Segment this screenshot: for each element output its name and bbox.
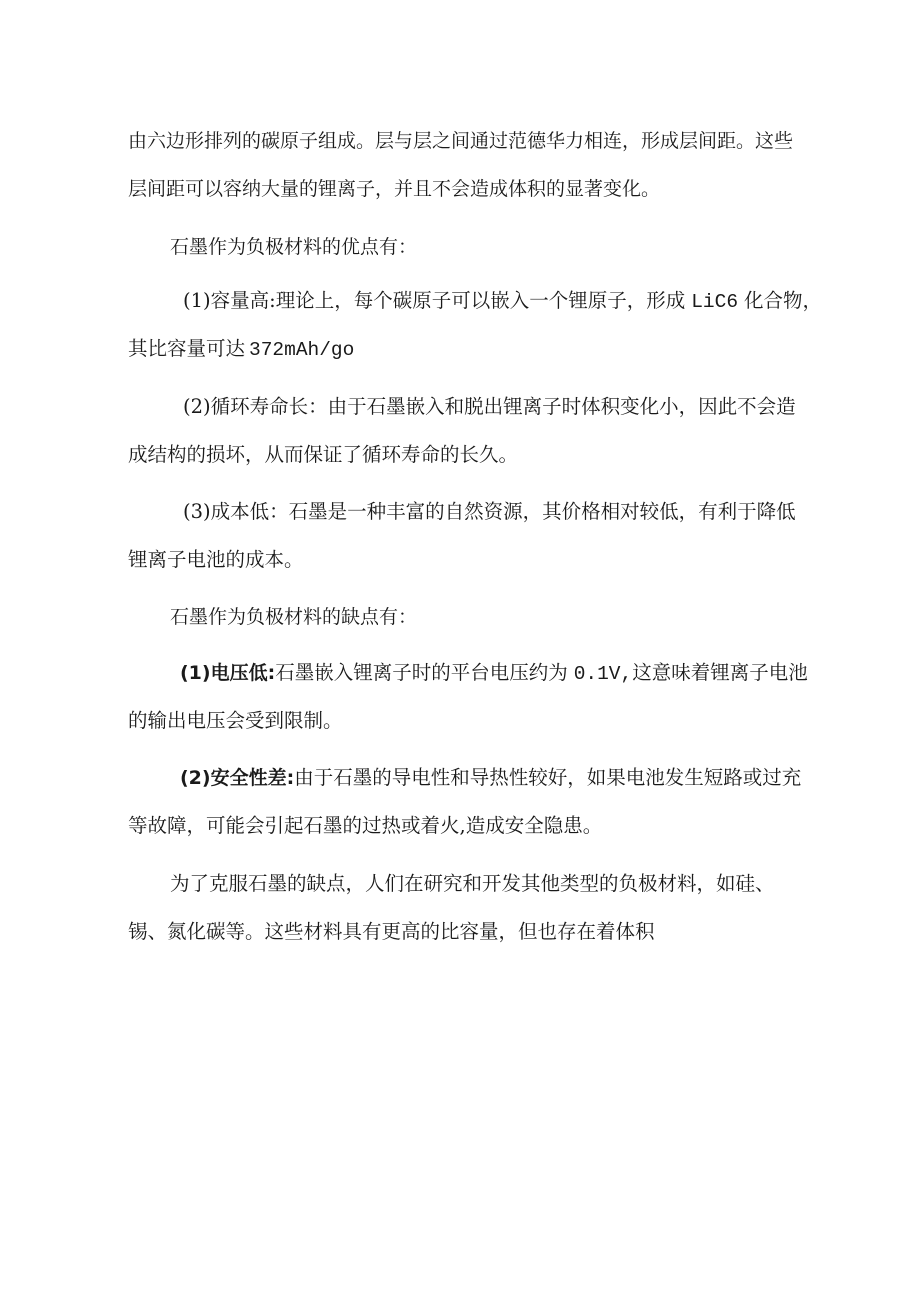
closing-line-1: 为了克服石墨的缺点，人们在研究和开发其他类型的负极材料，如硅、 — [170, 872, 775, 895]
disadvantage-1-line-1 — [180, 658, 808, 689]
disadvantage-2-line-1 — [180, 763, 801, 793]
intro-line-1: 由六边形排列的碳原子组成。层与层之间通过范德华力相连，形成层间距。这些 — [128, 130, 794, 152]
closing-line-2: 锡、氮化碳等。这些材料具有更高的比容量，但也存在着体积 — [128, 920, 655, 943]
advantages-heading: 石墨作为负极材料的优点有： — [170, 236, 418, 258]
disadvantage-2-line-2: 等故障，可能会引起石墨的过热或着火,造成安全隐患。 — [128, 814, 603, 837]
disadvantage-1-text: 石墨嵌入锂离子时的平台电压约为 — [275, 661, 568, 684]
disadvantage-1-label: (1)电压低: — [180, 662, 276, 684]
advantage-1-line-2-text: 其比容量可达 — [128, 337, 246, 360]
advantage-2-line-1: (2)循环寿命长：由于石墨嵌入和脱出锂离子时体积变化小，因此不会造 — [183, 395, 796, 418]
advantage-1-text: 理论上，每个碳原子可以嵌入一个锂原子，形成 — [275, 289, 686, 312]
disadvantage-1-text-end: 这意味着锂离子电池 — [632, 661, 808, 684]
advantage-1-prefix: (1) — [183, 289, 211, 312]
disadvantage-2-label: (2)安全性差: — [180, 767, 295, 789]
advantage-1-label: 容量高: — [210, 289, 276, 312]
intro-line-2: 层间距可以容纳大量的锂离子，并且不会造成体积的显著变化。 — [128, 178, 661, 200]
advantage-3-line-2: 锂离子电池的成本。 — [128, 548, 304, 571]
disadvantage-2-text: 由于石墨的导电性和导热性较好，如果电池发生短路或过充 — [294, 766, 802, 789]
advantage-1-text-end: 化合物， — [744, 289, 823, 312]
advantage-1-line-1 — [183, 286, 822, 317]
advantage-3-line-1: (3)成本低：石墨是一种丰富的自然资源，其价格相对较低，有利于降低 — [183, 500, 796, 523]
disadvantage-1-voltage: 0.1V, — [573, 663, 633, 685]
disadvantages-heading: 石墨作为负极材料的缺点有： — [170, 606, 418, 628]
advantage-1-value: 372mAh/go — [249, 339, 355, 361]
advantage-2-line-2: 成结构的损坏，从而保证了循环寿命的长久。 — [128, 443, 519, 466]
advantage-1-formula: LiC6 — [691, 291, 739, 313]
disadvantage-1-line-2: 的输出电压会受到限制。 — [128, 709, 343, 732]
advantage-1-line-2 — [128, 334, 354, 365]
